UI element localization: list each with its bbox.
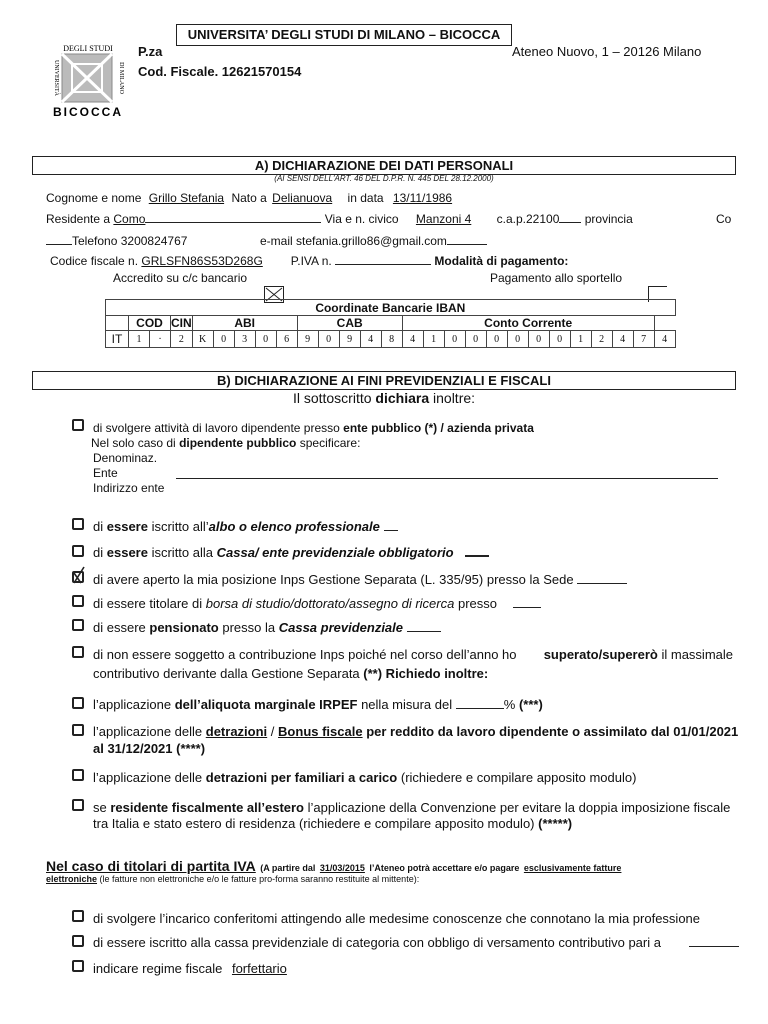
iban-digit[interactable]: 1	[423, 331, 444, 348]
item-pensionato: di essere pensionato presso la Cassa previdenziale	[93, 620, 441, 635]
iban-digit[interactable]: K	[192, 331, 213, 348]
item-massimale: di non essere soggetto a contribuzione Inps poiché nel corso dell’anno ho superato/supererò il massimale	[93, 647, 733, 662]
university-logo	[48, 42, 128, 120]
checkbox-cassa-categoria[interactable]	[72, 935, 84, 947]
cap-value[interactable]: 22100	[526, 212, 560, 226]
iban-digit[interactable]: 4	[402, 331, 423, 348]
iban-digit[interactable]: 1	[129, 331, 150, 348]
iban-digit[interactable]: 9	[297, 331, 318, 348]
iban-digit[interactable]: 2	[591, 331, 612, 348]
iban-country[interactable]: IT	[106, 331, 129, 348]
section-a-subtitle: (AI SENSI DELL'ART. 46 DEL D.P.R. N. 445 DEL 28.12.2000)	[274, 174, 494, 183]
iban-digit[interactable]: 0	[528, 331, 549, 348]
svg-text:BICOCCA: BICOCCA	[53, 105, 123, 119]
item-estero: se residente fiscalmente all’estero l’applicazione della Convenzione per evitare la doppia imposizione fiscale	[93, 800, 731, 815]
iban-col-abi: ABI	[192, 316, 297, 331]
iban-col-cin: CIN	[171, 316, 192, 330]
province-value[interactable]: Co	[716, 212, 732, 226]
iban-digit[interactable]: 0	[549, 331, 570, 348]
piazza-label: P.za	[138, 44, 163, 59]
checkbox-cassa[interactable]	[72, 545, 84, 557]
checkbox-estero[interactable]	[72, 799, 84, 811]
iban-digit[interactable]: 0	[318, 331, 339, 348]
checkbox-albo[interactable]	[72, 518, 84, 530]
iban-col-cab: CAB	[297, 316, 402, 331]
iban-digit[interactable]: 2	[171, 331, 193, 348]
iban-col-conto: Conto Corrente	[402, 316, 654, 331]
section-iva-header: Nel caso di titolari di partita IVA (A partire dal 31/03/2015 l’Ateneo potrà accettare e/o pagare esclusivamente fatture	[46, 858, 622, 874]
svg-text:UNIVERSITÀ: UNIVERSITÀ	[53, 60, 59, 96]
payment-counter-label: Pagamento allo sportello	[490, 271, 623, 285]
date-value[interactable]: 13/11/1986	[392, 191, 453, 205]
item-inps: di avere aperto la mia posizione Inps Gestione Separata (L. 335/95) presso la Sede	[93, 572, 627, 587]
item-detrazioni: l’applicazione delle detrazioni / Bonus fiscale per reddito da lavoro dipendente o assimilato dal 01/01/2021	[93, 724, 739, 739]
street-value[interactable]: Manzoni 4	[415, 212, 472, 226]
contributo-input[interactable]	[689, 946, 739, 947]
section-b-intro: Il sottoscritto dichiara inoltre:	[292, 390, 476, 406]
iban-digit[interactable]: ·	[150, 331, 171, 348]
name-value[interactable]: Grillo Stefania	[148, 191, 225, 205]
checkbox-detrazioni[interactable]	[72, 724, 84, 736]
iban-digit[interactable]: 0	[507, 331, 528, 348]
ente-label: Ente	[93, 466, 118, 480]
phone-row: Telefono 3200824767	[46, 234, 187, 248]
item-estero-line2: tra Italia e stato estero di residenza (richiedere e compilare apposito modulo) (*****)	[93, 816, 573, 831]
iban-digit[interactable]: 0	[213, 331, 234, 348]
checkbox-irpef[interactable]	[72, 697, 84, 709]
irpef-input[interactable]	[456, 708, 504, 709]
item-borsa: di essere titolare di borsa di studio/dottorato/assegno di ricerca presso	[93, 596, 541, 611]
ente-input[interactable]	[176, 478, 718, 479]
iban-digit[interactable]: 4	[612, 331, 633, 348]
item-familiari: l’applicazione delle detrazioni per familiari a carico (richiedere e compilare apposito modulo)	[93, 770, 637, 785]
item-cassa: di essere iscritto alla Cassa/ ente previdenziale obbligatorio	[93, 545, 489, 560]
section-iva-title: Nel caso di titolari di partita IVA	[46, 858, 256, 874]
section-a-title: A) DICHIARAZIONE DEI DATI PERSONALI	[32, 156, 736, 175]
piva-value[interactable]	[335, 264, 431, 265]
iban-col-cod: COD	[129, 316, 171, 331]
checkbox-borsa[interactable]	[72, 595, 84, 607]
checkbox-regime[interactable]	[72, 960, 84, 972]
checkbox-pensionato[interactable]	[72, 619, 84, 631]
iban-digit[interactable]: 8	[381, 331, 402, 348]
svg-text:DEGLI STUDI: DEGLI STUDI	[63, 44, 113, 53]
svg-text:DI MILANO: DI MILANO	[118, 62, 124, 94]
iban-table	[105, 299, 676, 348]
address: Ateneo Nuovo, 1 – 20126 Milano	[512, 44, 702, 59]
fiscal-code: Cod. Fiscale. 12621570154	[138, 64, 302, 79]
regime-value[interactable]: forfettario	[231, 961, 287, 976]
cf-value[interactable]: GRLSFN86S53D268G	[141, 254, 263, 268]
section-b-title: B) DICHIARAZIONE AI FINI PREVIDENZIALI E FISCALI	[32, 371, 736, 390]
checkbox-massimale[interactable]	[72, 646, 84, 658]
indirizzo-label: Indirizzo ente	[93, 481, 165, 495]
item-albo: di essere iscritto all’albo o elenco professionale	[93, 519, 398, 534]
item-irpef: l’applicazione dell’aliquota marginale IRPEF nella misura del % (***)	[93, 697, 543, 712]
iban-digit[interactable]: 3	[234, 331, 255, 348]
item-incarico: di svolgere l’incarico conferitomi attingendo alle medesime conoscenze che connotano la mia professione	[93, 911, 701, 926]
payment-label: Modalità di pagamento:	[434, 254, 569, 268]
iban-digit[interactable]: 9	[339, 331, 360, 348]
item-cassa-categoria: di essere iscritto alla cassa previdenziale di categoria con obbligo di versamento contributivo pari a	[93, 935, 739, 950]
name-row: Cognome e nome Grillo Stefania Nato a Delianuova in data 13/11/1986	[46, 191, 458, 205]
iban-digit[interactable]: 0	[255, 331, 276, 348]
resident-value[interactable]: Como	[113, 212, 146, 226]
iban-digit[interactable]: 0	[465, 331, 486, 348]
iban-title: Coordinate Bancarie IBAN	[106, 300, 676, 316]
iban-digit[interactable]: 4	[360, 331, 381, 348]
denominaz-label: Denominaz.	[93, 451, 158, 465]
born-value[interactable]: Delianuova	[272, 191, 333, 205]
payment-bank-label: Accredito su c/c bancario	[113, 271, 248, 285]
checkbox-incarico[interactable]	[72, 910, 84, 922]
email-row: e-mail stefania.grillo86@gmail.com	[260, 234, 487, 248]
checkbox-dipendente[interactable]	[72, 419, 84, 431]
iban-digit[interactable]: 0	[444, 331, 465, 348]
iban-digit[interactable]: 4	[654, 331, 675, 348]
phone-value[interactable]: 3200824767	[120, 234, 188, 248]
university-title: UNIVERSITA’ DEGLI STUDI DI MILANO – BICOCCA	[176, 24, 512, 46]
iban-digit[interactable]: 0	[486, 331, 507, 348]
item-detrazioni-line2: al 31/12/2021 (****)	[93, 741, 206, 756]
iban-digit[interactable]: 7	[633, 331, 654, 348]
section-iva-note-line2: elettroniche (le fatture non elettroniche e/o le fatture pro-forma saranno restituite al mittente):	[46, 874, 420, 884]
iban-digit[interactable]: 1	[570, 331, 591, 348]
iban-digit[interactable]: 6	[276, 331, 297, 348]
resident-row: Residente a Como Via e n. civico Manzoni 4 c.a.p.22100 provincia	[46, 212, 633, 226]
item-massimale-line2: contributivo derivante dalla Gestione Separata (**) Richiedo inoltre:	[93, 666, 489, 681]
cf-row: Codice fiscale n. GRLSFN86S53D268G P.IVA n. Modalità di pagamento:	[50, 254, 569, 268]
item-dipendente-pubblico: Nel solo caso di dipendente pubblico specificare:	[91, 436, 361, 450]
item-regime: indicare regime fiscale forfettario	[93, 961, 293, 976]
checkbox-familiari[interactable]	[72, 769, 84, 781]
item-dipendente: di svolgere attività di lavoro dipendente presso ente pubblico (*) / azienda privata	[93, 421, 534, 435]
email-value[interactable]: stefania.grillo86@gmail.com	[296, 234, 447, 248]
checkmark-icon	[70, 565, 90, 590]
